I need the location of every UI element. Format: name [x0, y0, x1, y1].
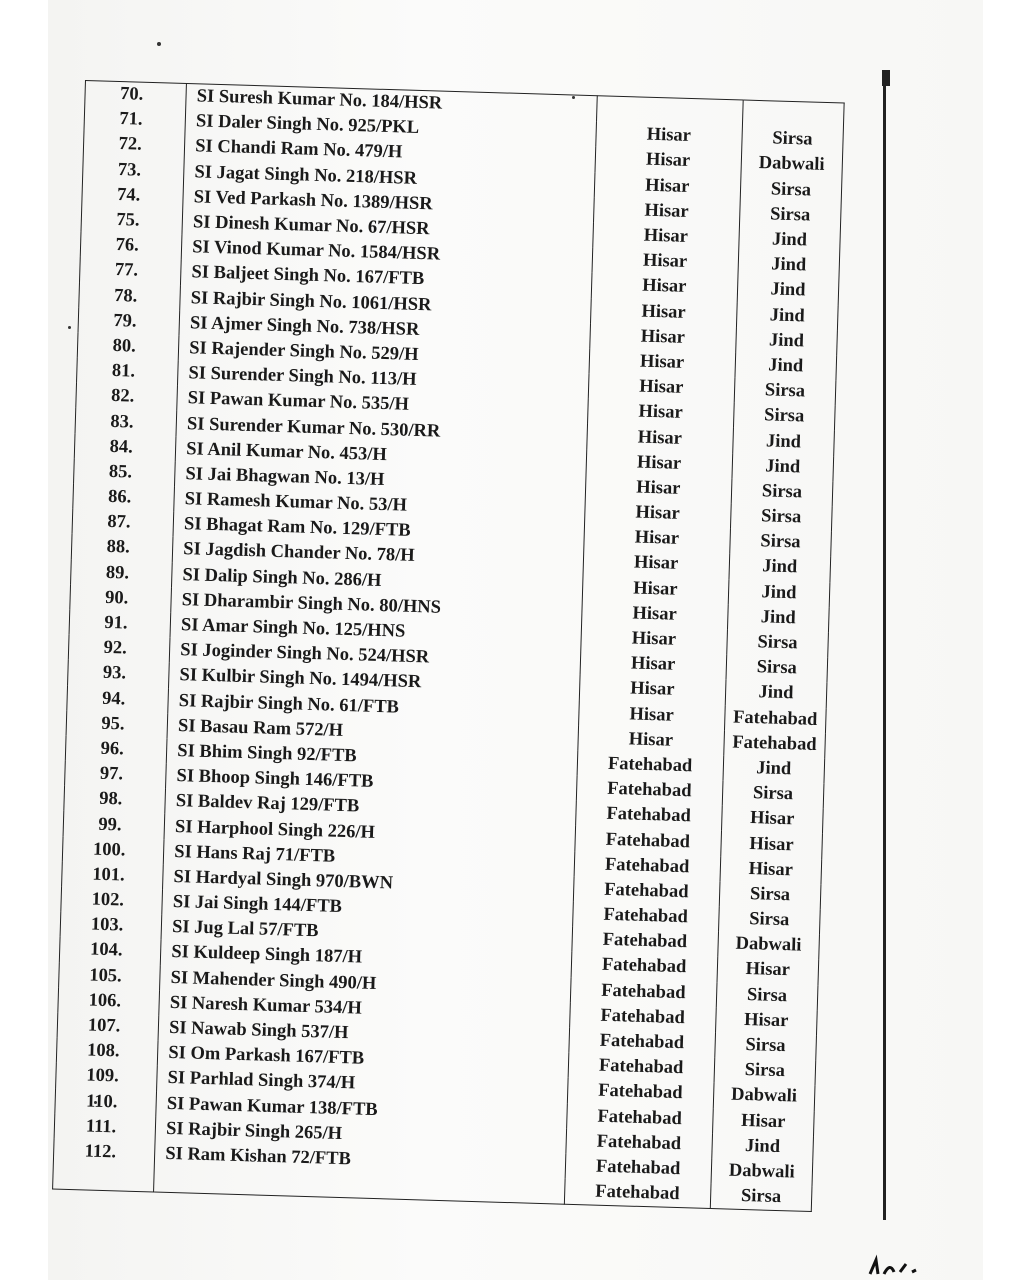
officer-name-cell: SI Bhoop Singh 146/FTB: [166, 764, 577, 801]
serial-number-cell: 76.: [80, 232, 182, 260]
speck: [157, 42, 161, 46]
from-district-cell: Fatehabad: [568, 1028, 715, 1058]
from-district-cell: Hisar: [590, 298, 737, 328]
from-district-cell: Hisar: [595, 147, 742, 177]
to-district-cell: Jind: [729, 554, 831, 582]
transfer-table: [52, 80, 845, 1212]
officer-name-cell: SI Vinod Kumar No. 1584/HSR: [181, 235, 592, 272]
from-district-cell: Fatehabad: [577, 751, 724, 781]
officer-name-cell: SI Mahender Singh 490/H: [160, 965, 571, 1002]
officer-name-cell: SI Baljeet Singh No. 167/FTB: [181, 260, 592, 297]
from-district-cell: Hisar: [580, 625, 727, 655]
from-district-cell: Hisar: [581, 600, 728, 630]
serial-number-cell: 78.: [79, 282, 181, 310]
officer-name-cell: SI Naresh Kumar 534/H: [159, 990, 570, 1027]
from-district-cell: Fatehabad: [564, 1179, 711, 1209]
to-district-cell: Jind: [733, 428, 835, 456]
to-district-cell: Hisar: [717, 957, 819, 985]
officer-name-cell: SI Daler Singh No. 925/PKL: [185, 109, 596, 146]
page-edge-mark: [882, 70, 890, 86]
serial-number-cell: [53, 1164, 155, 1193]
serial-number-cell: 97.: [65, 761, 167, 789]
serial-number-cell: 107.: [57, 1013, 159, 1041]
from-district-cell: Hisar: [584, 499, 731, 529]
from-district-cell: Fatehabad: [569, 1003, 716, 1033]
officer-name-cell: SI Chandi Ram No. 479/H: [184, 134, 595, 171]
serial-number-cell: 96.: [65, 736, 167, 764]
officer-name-cell: SI Pawan Kumar 138/FTB: [156, 1091, 567, 1128]
from-district-cell: Fatehabad: [565, 1128, 712, 1158]
to-district-cell: Sirsa: [726, 654, 828, 682]
from-district-cell: Hisar: [585, 474, 732, 504]
to-district-cell: Jind: [712, 1133, 814, 1161]
officer-name-cell: SI Pawan Kumar No. 535/H: [177, 386, 588, 423]
serial-number-cell: 85.: [74, 459, 176, 487]
from-district-cell: Hisar: [589, 348, 736, 378]
serial-number-cell: 108.: [56, 1038, 158, 1066]
from-district-cell: Hisar: [577, 726, 724, 756]
to-district-cell: Dabwali: [711, 1158, 813, 1186]
from-district-cell: Fatehabad: [576, 776, 723, 806]
serial-number-cell: 106.: [58, 987, 160, 1015]
to-district-cell: Jind: [738, 252, 840, 280]
from-district-cell: Hisar: [582, 575, 729, 605]
serial-number-cell: 101.: [62, 861, 164, 889]
to-district-cell: Hisar: [721, 831, 823, 859]
officer-name-cell: SI Rajender Singh No. 529/H: [178, 336, 589, 373]
from-district-cell: Fatehabad: [571, 927, 718, 957]
from-district-cell: Fatehabad: [565, 1154, 712, 1184]
to-district-cell: Jind: [735, 352, 837, 380]
serial-number-cell: 105.: [59, 962, 161, 990]
serial-number-cell: 72.: [83, 131, 185, 159]
serial-number-cell: 91.: [69, 610, 171, 638]
handwritten-mark-icon: [866, 1252, 926, 1280]
from-district-cell: Hisar: [583, 524, 730, 554]
officer-name-cell: SI Harphool Singh 226/H: [164, 814, 575, 851]
to-district-cell: Jind: [725, 680, 827, 708]
serial-number-cell: 71.: [84, 106, 186, 134]
serial-number-cell: 109.: [56, 1063, 158, 1091]
to-district-cell: Dabwali: [713, 1082, 815, 1110]
page-edge-line: [883, 70, 886, 1220]
from-district-cell: Hisar: [591, 272, 738, 302]
serial-number-cell: 100.: [62, 836, 164, 864]
officer-name-cell: SI Hans Raj 71/FTB: [163, 839, 574, 876]
to-district-cell: Jind: [732, 453, 834, 481]
serial-number-cell: 88.: [71, 534, 173, 562]
from-district-cell: Fatehabad: [572, 902, 719, 932]
officer-name-cell: SI Bhim Singh 92/FTB: [166, 739, 577, 776]
to-district-cell: Sirsa: [730, 503, 832, 531]
officer-name-cell: SI Dalip Singh No. 286/H: [172, 562, 583, 599]
officer-name-cell: SI Rajbir Singh No. 61/FTB: [168, 688, 579, 725]
from-district-cell: Hisar: [589, 323, 736, 353]
to-district-cell: Sirsa: [739, 201, 841, 229]
officer-name-cell: SI Jug Lal 57/FTB: [161, 915, 572, 952]
to-district-cell: Jind: [727, 604, 829, 632]
from-district-cell: Hisar: [592, 222, 739, 252]
serial-number-cell: 82.: [76, 383, 178, 411]
officer-name-cell: SI Nawab Singh 537/H: [158, 1016, 569, 1053]
from-district-cell: Hisar: [595, 121, 742, 151]
from-district-cell: Fatehabad: [566, 1103, 713, 1133]
from-district-cell: Fatehabad: [574, 826, 721, 856]
officer-name-cell: SI Jagat Singh No. 218/HSR: [184, 160, 595, 197]
to-district-cell: Hisar: [712, 1108, 814, 1136]
serial-number-cell: 98.: [64, 786, 166, 814]
serial-number-cell: 112.: [53, 1138, 155, 1166]
from-district-cell: Hisar: [593, 197, 740, 227]
to-district-cell: Jind: [737, 277, 839, 305]
to-district-cell: Hisar: [715, 1007, 817, 1035]
serial-number-cell: 90.: [70, 585, 172, 613]
officer-name-cell: SI Suresh Kumar No. 184/HSR: [186, 84, 597, 122]
serial-number-cell: 86.: [73, 484, 175, 512]
officer-name-cell: SI Rajbir Singh No. 1061/HSR: [180, 285, 591, 322]
speck: [68, 326, 71, 329]
serial-number-cell: 83.: [75, 408, 177, 436]
serial-number-cell: 80.: [77, 333, 179, 361]
serial-number-cell: 75.: [81, 207, 183, 235]
to-district-cell: Sirsa: [716, 982, 818, 1010]
serial-number-cell: 103.: [60, 912, 162, 940]
to-district-cell: Sirsa: [733, 403, 835, 431]
to-district-cell: Sirsa: [740, 176, 842, 204]
serial-number-cell: 104.: [59, 937, 161, 965]
officer-name-cell: SI Jai Singh 144/FTB: [162, 890, 573, 927]
to-district-cell: Jind: [735, 327, 837, 355]
officer-name-cell: SI Ramesh Kumar No. 53/H: [174, 487, 585, 524]
transfer-table-body: [53, 81, 845, 1212]
officer-name-cell: SI Ajmer Singh No. 738/HSR: [179, 311, 590, 348]
from-district-cell: Hisar: [586, 449, 733, 479]
serial-number-cell: 99.: [63, 811, 165, 839]
to-district-cell: Sirsa: [741, 126, 843, 154]
serial-number-cell: 81.: [77, 358, 179, 386]
from-district-cell: Hisar: [592, 247, 739, 277]
to-district-cell: Hisar: [720, 856, 822, 884]
to-district-cell: Jind: [723, 755, 825, 783]
officer-name-cell: SI Hardyal Singh 970/BWN: [163, 864, 574, 901]
serial-number-cell: 77.: [79, 257, 181, 285]
from-district-cell: Fatehabad: [570, 977, 717, 1007]
officer-name-cell: SI Jai Bhagwan No. 13/H: [175, 462, 586, 499]
officer-name-cell: SI Parhlad Singh 374/H: [157, 1066, 568, 1103]
to-district-cell: Sirsa: [719, 881, 821, 909]
from-district-cell: Fatehabad: [567, 1078, 714, 1108]
officer-name-cell: SI Amar Singh No. 125/HNS: [170, 613, 581, 650]
serial-number-cell: 74.: [82, 182, 184, 210]
from-district-cell: Hisar: [587, 398, 734, 428]
to-district-cell: Sirsa: [715, 1032, 817, 1060]
transfer-list: [51, 80, 885, 1253]
to-district-cell: Dabwali: [718, 931, 820, 959]
to-district-cell: Sirsa: [710, 1183, 812, 1212]
officer-name-cell: SI Bhagat Ram No. 129/FTB: [173, 512, 584, 549]
to-district-cell: Sirsa: [730, 529, 832, 557]
officer-name-cell: SI Surender Singh No. 113/H: [178, 361, 589, 398]
from-district-cell: Hisar: [579, 675, 726, 705]
officer-name-cell: SI Om Parkash 167/FTB: [157, 1041, 568, 1078]
from-district-cell: Hisar: [588, 373, 735, 403]
officer-name-cell: SI Jagdish Chander No. 78/H: [172, 537, 583, 574]
officer-name-cell: SI Baldev Raj 129/FTB: [165, 789, 576, 826]
serial-number-cell: 93.: [68, 660, 170, 688]
from-district-cell: Fatehabad: [568, 1053, 715, 1083]
officer-name-cell: SI Kulbir Singh No. 1494/HSR: [169, 663, 580, 700]
to-district-cell: Sirsa: [722, 780, 824, 808]
to-district-cell: Dabwali: [741, 151, 843, 179]
serial-number-cell: 89.: [71, 559, 173, 587]
officer-name-cell: SI Surender Kumar No. 530/RR: [176, 411, 587, 448]
to-district-cell: Fatehabad: [724, 730, 826, 758]
officer-name-cell: SI Joginder Singh No. 524/HSR: [169, 638, 580, 675]
from-district-cell: Fatehabad: [571, 952, 718, 982]
serial-number-cell: 95.: [66, 710, 168, 738]
from-district-cell: Fatehabad: [575, 801, 722, 831]
officer-name-cell: SI Dharambir Singh No. 80/HNS: [171, 588, 582, 625]
to-district-cell: Sirsa: [714, 1057, 816, 1085]
to-district-cell: Jind: [738, 226, 840, 254]
serial-number-cell: 110.: [55, 1088, 157, 1116]
serial-number-cell: 102.: [61, 887, 163, 915]
serial-number-cell: 73.: [82, 157, 184, 185]
to-district-cell: Hisar: [721, 805, 823, 833]
officer-name-cell: SI Dinesh Kumar No. 67/HSR: [182, 210, 593, 247]
to-district-cell: Sirsa: [718, 906, 820, 934]
from-district-cell: Fatehabad: [574, 851, 721, 881]
serial-number-cell: 87.: [72, 509, 174, 537]
officer-name-cell: SI Ram Kishan 72/FTB: [154, 1141, 565, 1178]
serial-number-cell: 70.: [85, 81, 187, 110]
to-district-cell: Jind: [728, 579, 830, 607]
officer-name-cell: SI Kuldeep Singh 187/H: [160, 940, 571, 977]
from-district-cell: Hisar: [594, 172, 741, 202]
officer-name-cell: SI Basau Ram 572/H: [167, 713, 578, 750]
to-district-cell: [742, 100, 844, 129]
serial-number-cell: 79.: [78, 308, 180, 336]
from-district-cell: Fatehabad: [573, 877, 720, 907]
officer-name-cell: SI Rajbir Singh 265/H: [155, 1116, 566, 1153]
serial-number-cell: 94.: [67, 685, 169, 713]
from-district-cell: Hisar: [580, 650, 727, 680]
from-district-cell: Hisar: [583, 549, 730, 579]
to-district-cell: Jind: [736, 302, 838, 330]
serial-number-cell: 111.: [54, 1113, 156, 1141]
officer-name-cell: SI Anil Kumar No. 453/H: [175, 436, 586, 473]
serial-number-cell: 84.: [74, 433, 176, 461]
to-district-cell: Fatehabad: [724, 705, 826, 733]
to-district-cell: Sirsa: [727, 629, 829, 657]
serial-number-cell: 92.: [68, 635, 170, 663]
from-district-cell: Hisar: [578, 700, 725, 730]
to-district-cell: Sirsa: [731, 478, 833, 506]
officer-name-cell: SI Ved Parkash No. 1389/HSR: [183, 185, 594, 222]
from-district-cell: Hisar: [586, 423, 733, 453]
to-district-cell: Sirsa: [734, 377, 836, 405]
